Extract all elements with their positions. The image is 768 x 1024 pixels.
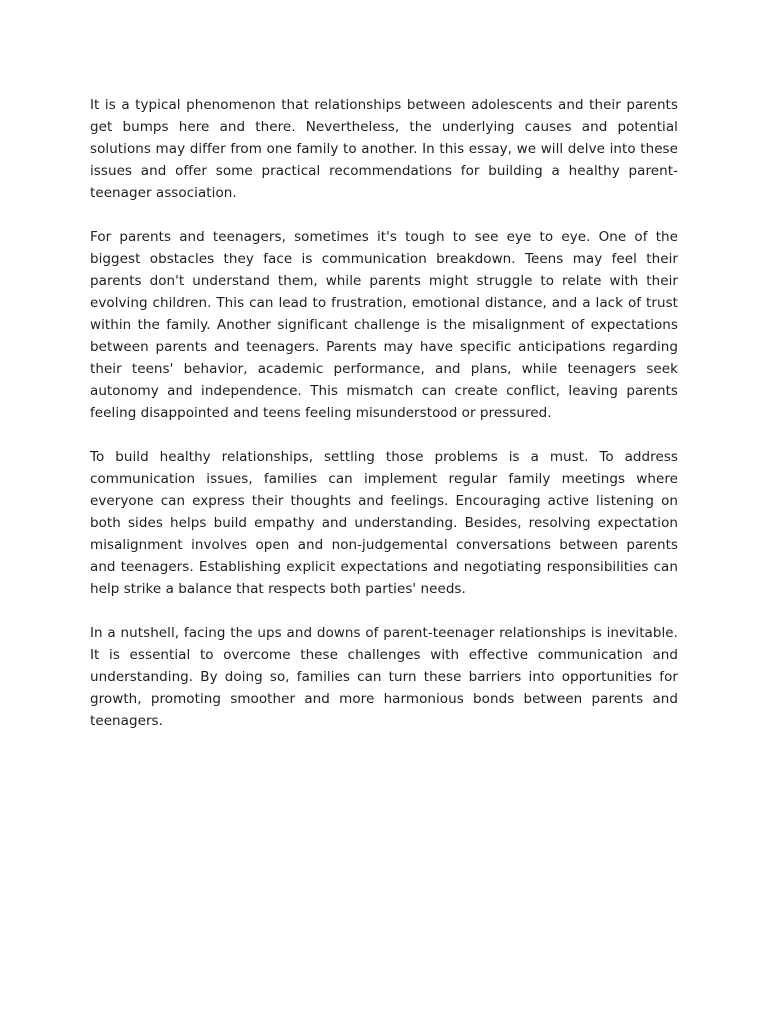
paragraph-challenges: For parents and teenagers, sometimes it's tough to see eye to eye. One of the biggest obstacles they face is communication breakdown. Teens may feel their parents don't understand them, while parents might struggle to relate with their evolving children. This can lead to frustration, emotional distance, and a lack of trust within the family. Another significant challenge is the misalignment of expectations between parents and teenagers. Parents may have specific anticipations regarding their teens' behavior, academic performance, and plans, while teenagers seek autonomy and independence. This mismatch can create conflict, leaving parents feeling disappointed and teens feeling misunderstood or pressured. bbox=[90, 229, 678, 421]
paragraph-conclusion: In a nutshell, facing the ups and downs of parent-teenager relationships is inevitable. It is essential to overcome these challenges with effective communication and understanding. By doing so, families can turn these barriers into opportunities for growth, promoting smoother and more harmonious bonds between parents and teenagers. bbox=[90, 625, 678, 729]
paragraph-introduction: It is a typical phenomenon that relationships between adolescents and their parents get bumps here and there. Nevertheless, the underlying causes and potential solutions may differ from one family to another. In this essay, we will delve into these issues and offer some practical recommendations for building a healthy parent-teenager association. bbox=[90, 97, 678, 201]
essay-body bbox=[90, 94, 678, 732]
paragraph-solutions: To build healthy relationships, settling those problems is a must. To address communication issues, families can implement regular family meetings where everyone can express their thoughts and feelings. Encouraging active listening on both sides helps build empathy and understanding. Besides, resolving expectation misalignment involves open and non-judgemental conversations between parents and teenagers. Establishing explicit expectations and negotiating responsibilities can help strike a balance that respects both parties' needs. bbox=[90, 449, 678, 597]
